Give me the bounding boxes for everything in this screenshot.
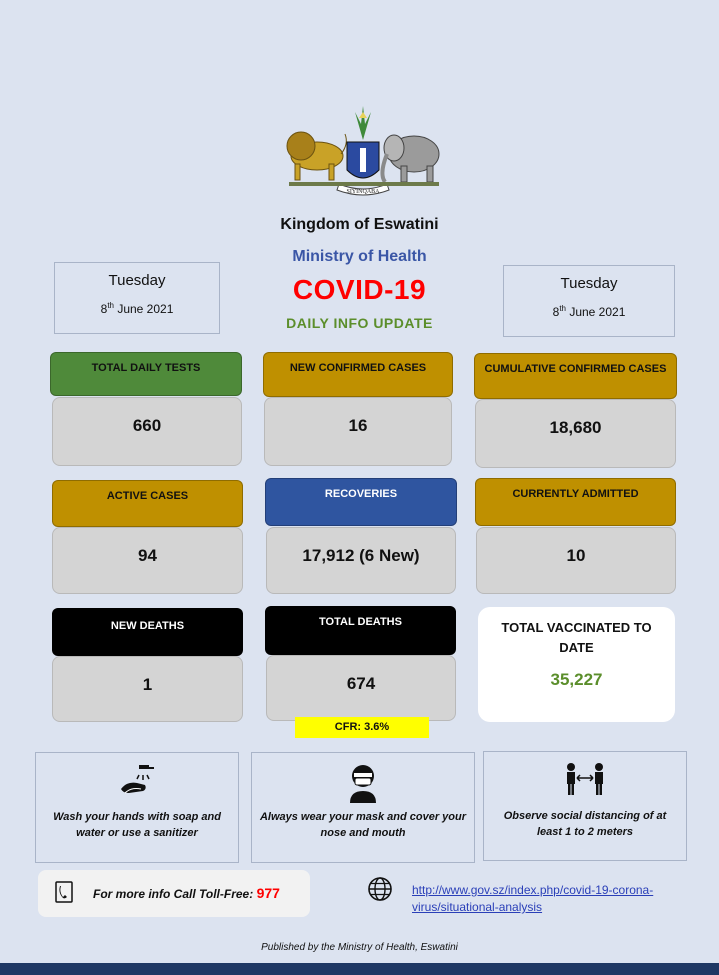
new-confirmed-cases-value: 16 <box>264 397 452 466</box>
new-confirmed-cases-label: NEW CONFIRMED CASES <box>263 352 453 397</box>
covid-title: COVID-19 <box>292 274 427 305</box>
toll-free-text: For more info Call Toll-Free: 977 <box>93 885 280 901</box>
total-vaccinated-value: 35,227 <box>550 670 603 689</box>
kingdom-title: Kingdom of Eswatini <box>280 216 439 233</box>
recoveries-label: RECOVERIES <box>265 478 457 526</box>
total-vaccinated-card <box>478 607 675 722</box>
date-left-date: 8th June 2021 <box>100 301 174 316</box>
tip-mask <box>251 752 475 863</box>
toll-free-contact[interactable] <box>38 870 310 917</box>
total-daily-tests-value: 660 <box>52 397 242 466</box>
active-cases-value: 94 <box>52 527 243 594</box>
cumulative-confirmed-cases-label: CUMULATIVE CONFIRMED CASES <box>474 353 677 399</box>
total-daily-tests-label: TOTAL DAILY TESTS <box>50 352 242 396</box>
distancing-icon <box>563 762 607 796</box>
date-right-day: Tuesday <box>560 275 618 292</box>
mask-icon <box>346 763 380 803</box>
recoveries-value: 17,912 (6 New) <box>266 527 456 594</box>
new-deaths-value: 1 <box>52 656 243 722</box>
total-deaths-value: 674 <box>266 655 456 721</box>
cumulative-confirmed-cases-value: 18,680 <box>475 399 676 468</box>
handwash-icon <box>117 763 157 797</box>
footer-publisher: Published by the Ministry of Health, Eswatini <box>261 942 458 953</box>
bottom-bar <box>0 963 719 975</box>
tip-handwash <box>35 752 239 863</box>
date-left-day: Tuesday <box>108 272 166 289</box>
globe-icon <box>367 876 393 902</box>
website-link[interactable]: http://www.gov.sz/index.php/covid-19-corona-virus/situational-analysis <box>412 883 654 914</box>
ministry-title: Ministry of Health <box>292 248 427 265</box>
total-vaccinated-label: TOTAL VACCINATED TO DATE <box>501 620 652 655</box>
cfr-badge: CFR: 3.6% <box>295 717 429 738</box>
phone-icon <box>55 881 73 903</box>
tip-distancing <box>483 751 687 861</box>
tip-distancing-text: Observe social distancing of at least 1 to 2 meters <box>503 810 667 838</box>
tip-handwash-text: Wash your hands with soap and water or use a sanitizer <box>53 811 221 839</box>
coat-of-arms-logo <box>279 104 449 206</box>
active-cases-label: ACTIVE CASES <box>52 480 243 527</box>
total-deaths-label: TOTAL DEATHS <box>265 606 456 655</box>
crest-motto: SIYINQABA <box>346 189 380 195</box>
daily-update-subtitle: DAILY INFO UPDATE <box>286 315 433 331</box>
tip-mask-text: Always wear your mask and cover your nose and mouth <box>259 811 467 839</box>
toll-free-number: 977 <box>256 885 280 901</box>
date-box-right <box>503 265 675 337</box>
date-box-left <box>54 262 220 334</box>
date-right-date: 8th June 2021 <box>552 304 626 319</box>
currently-admitted-value: 10 <box>476 527 676 594</box>
currently-admitted-label: CURRENTLY ADMITTED <box>475 478 676 526</box>
new-deaths-label: NEW DEATHS <box>52 608 243 656</box>
